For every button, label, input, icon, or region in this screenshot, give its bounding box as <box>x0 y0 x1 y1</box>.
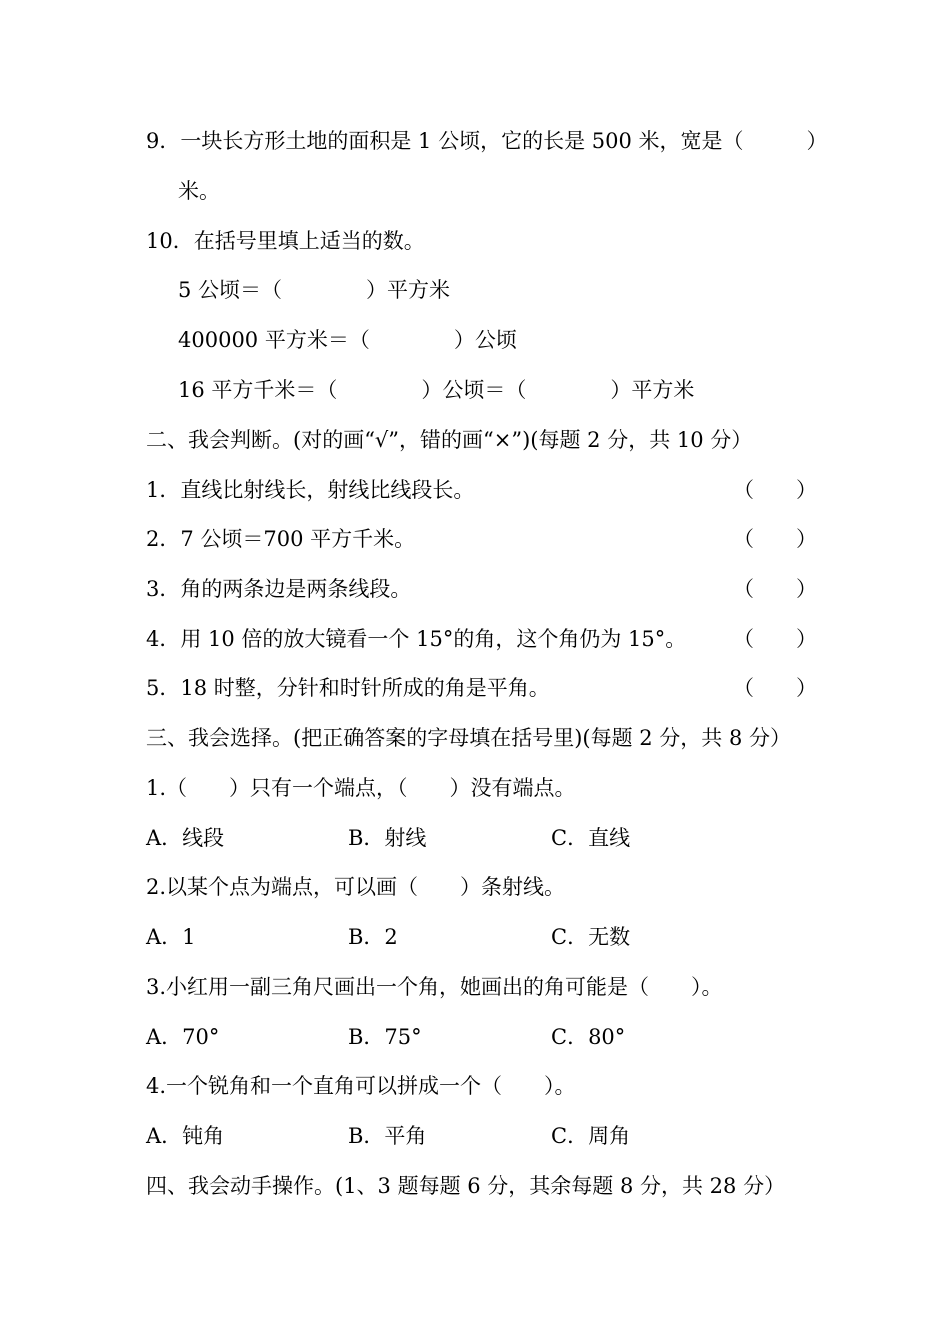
question-9-line1: 9．一块长方形土地的面积是 1 公顷，它的长是 500 米，宽是（ ） <box>146 129 828 153</box>
choice-question-3: 3.小红用一副三角尺画出一个角，她画出的角可能是（ ）。 <box>146 975 723 999</box>
choice-1-option-c: C．直线 <box>551 826 631 850</box>
choice-1-option-b: B．射线 <box>348 826 427 850</box>
choice-4-option-a: A．钝角 <box>146 1124 225 1148</box>
choice-2-option-b: B．2 <box>348 925 398 949</box>
judge-item-2: 2．7 公顷＝700 平方千米。 <box>146 527 416 551</box>
judge-answer-4: （ ） <box>733 627 817 651</box>
choice-1-option-a: A．线段 <box>146 826 225 850</box>
choice-4-option-b: B．平角 <box>348 1124 427 1148</box>
question-9-line2: 米。 <box>178 179 220 203</box>
section-3-heading: 三、我会选择。(把正确答案的字母填在括号里)(每题 2 分，共 8 分） <box>146 726 791 750</box>
choice-3-option-a: A．70° <box>146 1025 220 1049</box>
judge-item-4: 4．用 10 倍的放大镜看一个 15°的角，这个角仍为 15°。 <box>146 627 687 651</box>
choice-question-2: 2.以某个点为端点，可以画（ ）条射线。 <box>146 875 566 899</box>
question-10-sub3: 16 平方千米＝（ ）公顷＝（ ）平方米 <box>178 378 695 402</box>
judge-item-3: 3．角的两条边是两条线段。 <box>146 577 412 601</box>
choice-3-option-b: B．75° <box>348 1025 422 1049</box>
choice-4-option-c: C．周角 <box>551 1124 631 1148</box>
choice-3-option-c: C．80° <box>551 1025 626 1049</box>
choice-question-1: 1.（ ）只有一个端点，（ ）没有端点。 <box>146 776 576 800</box>
section-2-heading: 二、我会判断。(对的画“√”，错的画“×”)(每题 2 分，共 10 分） <box>146 428 753 452</box>
question-10-sub1: 5 公顷＝（ ）平方米 <box>178 278 451 302</box>
judge-answer-3: （ ） <box>733 577 817 601</box>
question-10-title: 10．在括号里填上适当的数。 <box>146 229 425 253</box>
choice-question-4: 4.一个锐角和一个直角可以拼成一个（ ）。 <box>146 1074 576 1098</box>
judge-item-5: 5．18 时整，分针和时针所成的角是平角。 <box>146 676 550 700</box>
choice-2-option-a: A．1 <box>146 925 196 949</box>
judge-answer-1: （ ） <box>733 478 817 502</box>
question-10-sub2: 400000 平方米＝（ ）公顷 <box>178 328 517 352</box>
judge-item-1: 1．直线比射线长，射线比线段长。 <box>146 478 475 502</box>
choice-2-option-c: C．无数 <box>551 925 631 949</box>
judge-answer-5: （ ） <box>733 676 817 700</box>
judge-answer-2: （ ） <box>733 527 817 551</box>
section-4-heading: 四、我会动手操作。(1、3 题每题 6 分，其余每题 8 分，共 28 分） <box>146 1174 786 1198</box>
